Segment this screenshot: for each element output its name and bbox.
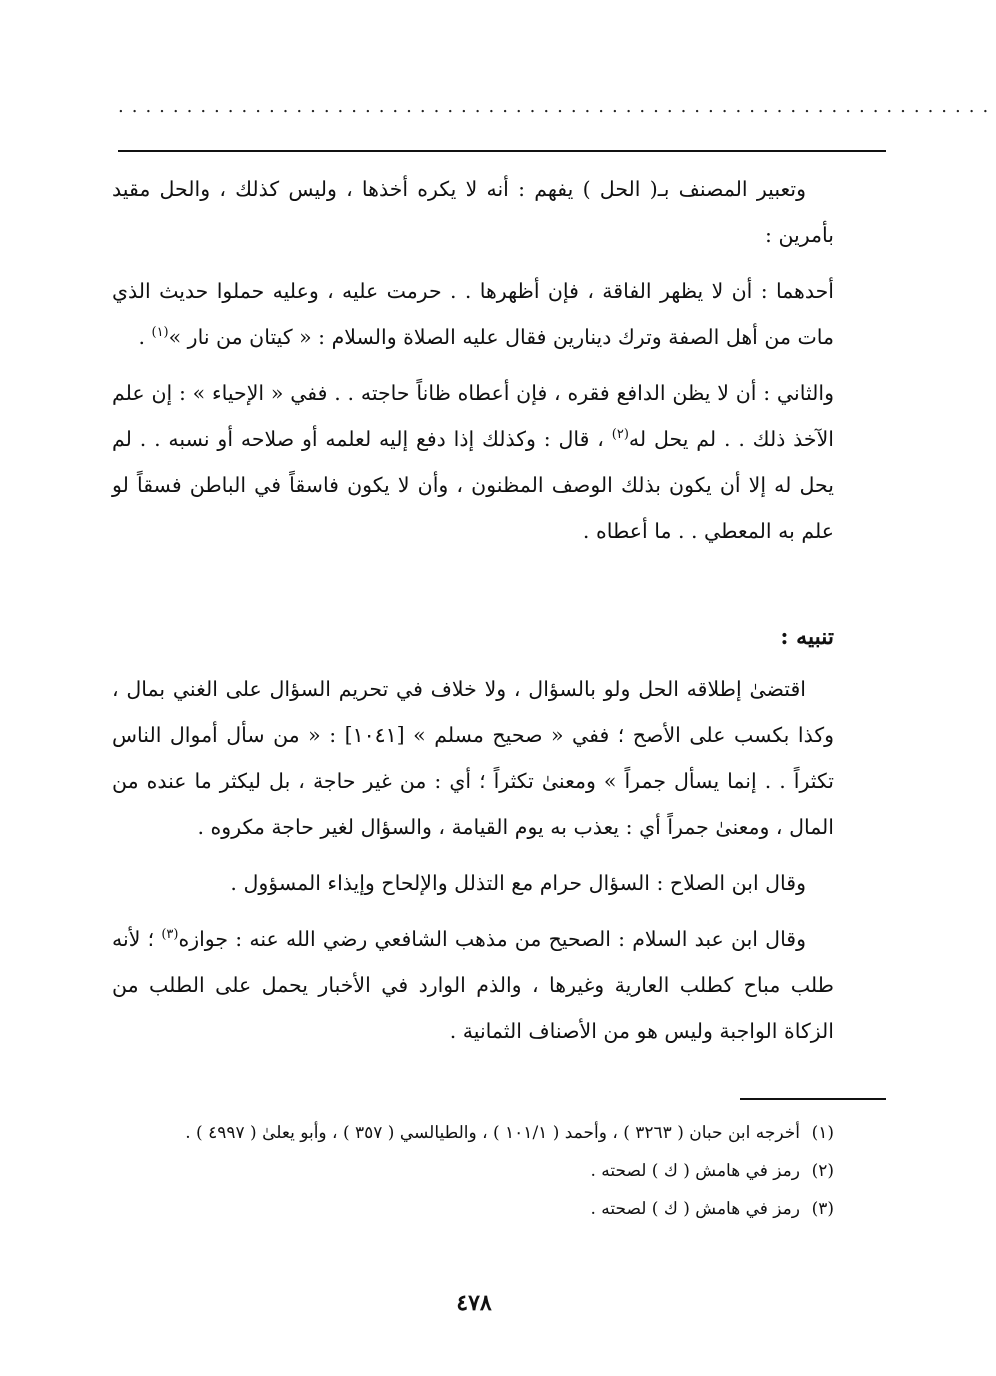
main-text <box>112 166 834 1064</box>
footnote-ref-1: (١) <box>151 325 169 341</box>
section-heading: تنبيه : <box>780 624 834 650</box>
footnote-rule <box>740 1098 886 1100</box>
section-gap <box>112 564 834 614</box>
footnote-2 <box>112 1156 834 1186</box>
footnotes <box>112 1118 834 1232</box>
header-dotted-line: ................................................................ <box>118 96 996 117</box>
paragraph-5: وقال ابن الصلاح : السؤال حرام مع التذلل والإلحاح وإيذاء المسؤول . <box>230 871 806 895</box>
paragraph-2-end: . <box>138 325 152 349</box>
paragraph-6-part-b: ؛ لأنه طلب مباح كطلب العارية وغيرها ، والذم الوارد في الأخبار يحمل على الطلب من الزكاة الواجبة وليس هو من الأصناف الثمانية . <box>112 927 834 1043</box>
footnote-2-number: (٢) <box>811 1161 834 1181</box>
paragraph-1: وتعبير المصنف بـ( الحل ) يفهم : أنه لا يكره أخذها ، وليس كذلك ، والحل مقيد بأمرين : <box>112 177 834 247</box>
paragraph-3 <box>112 370 834 554</box>
paragraph-2 <box>112 268 834 360</box>
footnote-1-number: (١) <box>811 1123 834 1143</box>
paragraph-6-part-a: وقال ابن عبد السلام : الصحيح من مذهب الشافعي رضي الله عنه : جوازه <box>178 927 807 951</box>
footnote-3-number: (٣) <box>811 1199 834 1219</box>
page-number: ٤٧٨ <box>456 1290 492 1316</box>
footnote-1 <box>112 1118 834 1148</box>
paragraph-4: اقتضىٰ إطلاقه الحل ولو بالسؤال ، ولا خلاف في تحريم السؤال على الغني بمال ، وكذا بكسب على الأصح ؛ ففي « صحيح مسلم » [١٠٤١] : « من سأل أموال الناس تكثراً . . إنما يسأل جمراً » ومعنىٰ تكثراً ؛ أي : من غير حاجة ، بل ليكثر ما عنده من المال ، ومعنىٰ جمراً أي : يعذب به يوم القيامة ، والسؤال لغير حاجة مكروه . <box>112 677 835 839</box>
footnote-3 <box>112 1194 834 1224</box>
footnote-ref-2: (٢) <box>611 427 629 443</box>
footnote-3-text: رمز في هامش ( ك ) لصحته . <box>590 1199 800 1219</box>
footnote-2-text: رمز في هامش ( ك ) لصحته . <box>590 1161 800 1181</box>
paragraph-3-part-b: ، قال : وكذلك إذا دفع إليه لعلمه أو صلاحه أو نسبه . . لم يحل له إلا أن يكون بذلك الوصف المظنون ، وأن لا يكون فاسقاً في الباطن فسقاً لو علم به المعطي . . ما أعطاه . <box>112 427 834 543</box>
footnote-ref-3: (٣) <box>161 927 179 943</box>
footnote-1-text: أخرجه ابن حبان ( ٣٢٦٣ ) ، وأحمد ( ١٠١/١ ) ، والطيالسي ( ٣٥٧ ) ، وأبو يعلىٰ ( ٤٩٩٧ ) . <box>185 1123 800 1143</box>
header-rule <box>118 150 886 152</box>
paragraph-3-part-a: والثاني : أن لا يظن الدافع فقره ، فإن أعطاه ظاناً حاجته . . ففي « الإحياء » : إن علم الآخذ ذلك . . لم يحل له <box>112 381 834 451</box>
paragraph-6 <box>112 916 834 1054</box>
paragraph-2-text: أحدهما : أن لا يظهر الفاقة ، فإن أظهرها . . حرمت عليه ، وعليه حملوا حديث الذي مات من أهل الصفة وترك دينارين فقال عليه الصلاة والسلام : « كيتان من نار » <box>112 279 834 349</box>
